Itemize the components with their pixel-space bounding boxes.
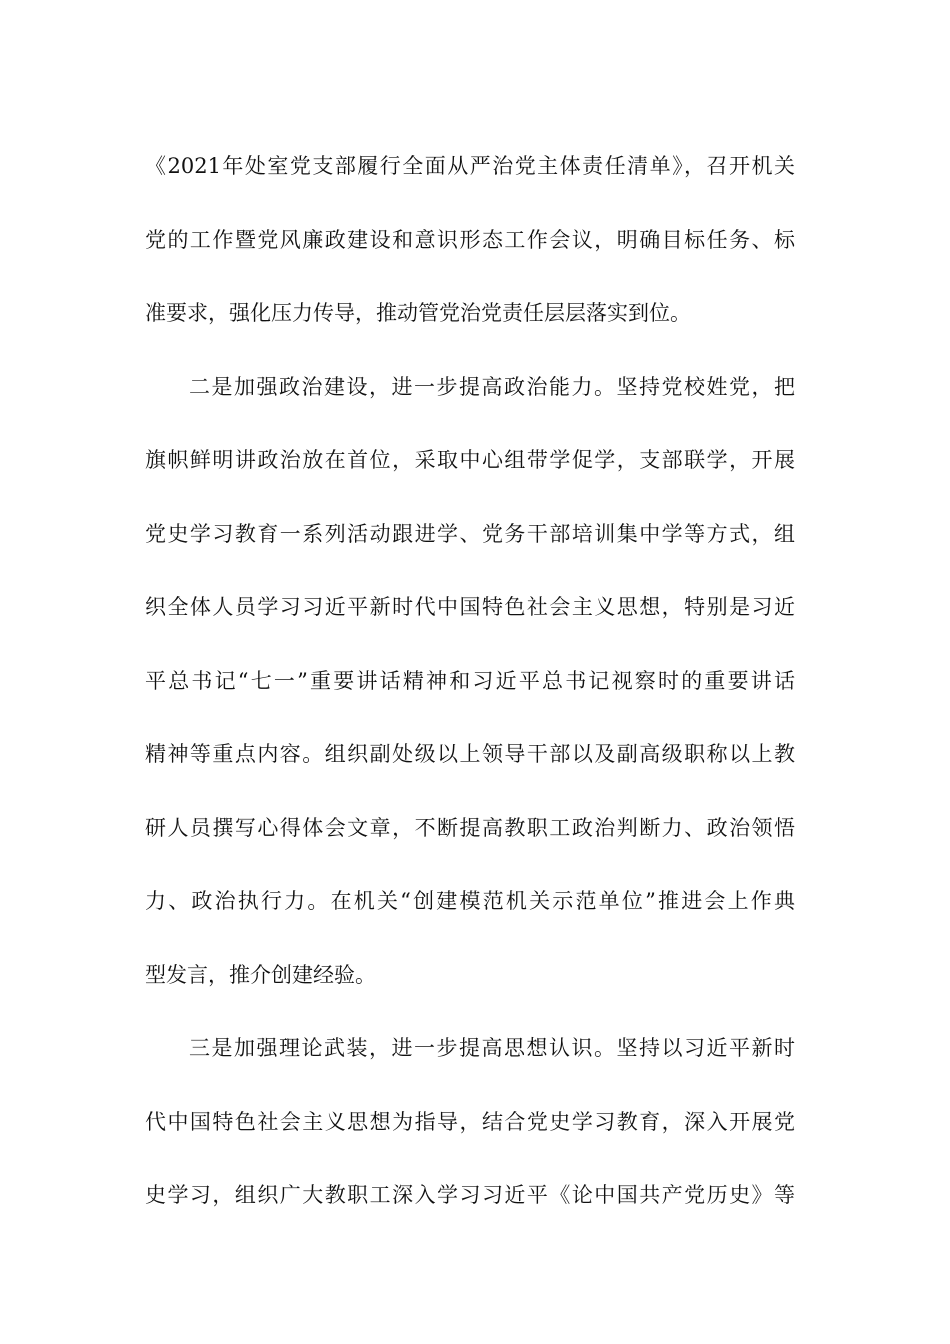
text-line-4: 二是加强政治建设，进一步提高政治能力。坚持党校姓党，把	[189, 374, 795, 399]
text-line-15: 史学习，组织广大教职工深入学习习近平《论中国共产党历史》等	[145, 1183, 795, 1207]
text-line-7: 织全体人员学习习近平新时代中国特色社会主义思想，特别是习近	[145, 595, 795, 619]
text-line-8: 平总书记“七一”重要讲话精神和习近平总书记视察时的重要讲话	[145, 668, 795, 693]
document-body	[145, 130, 795, 1233]
text-line-6: 党史学习教育一系列活动跟进学、党务干部培训集中学等方式，组	[145, 521, 795, 546]
text-line-13: 三是加强理论武装，进一步提高思想认识。坚持以习近平新时	[189, 1036, 795, 1060]
text-line-11: 力、政治执行力。在机关“创建模范机关示范单位”推进会上作典	[145, 889, 795, 913]
text-line-1: 《2021年处室党支部履行全面从严治党主体责任清单》，召开机关	[145, 154, 795, 178]
text-line-3: 准要求，强化压力传导，推动管党治党责任层层落实到位。	[145, 301, 691, 325]
text-line-9: 精神等重点内容。组织副处级以上领导干部以及副高级职称以上教	[145, 742, 795, 766]
text-line-5: 旗帜鲜明讲政治放在首位，采取中心组带学促学，支部联学，开展	[145, 448, 795, 472]
text-line-12: 型发言，推介创建经验。	[145, 962, 376, 987]
text-line-14: 代中国特色社会主义思想为指导，结合党史学习教育，深入开展党	[145, 1109, 795, 1134]
text-line-10: 研人员撰写心得体会文章，不断提高教职工政治判断力、政治领悟	[145, 815, 795, 840]
text-line-2: 党的工作暨党风廉政建设和意识形态工作会议，明确目标任务、标	[145, 227, 795, 252]
